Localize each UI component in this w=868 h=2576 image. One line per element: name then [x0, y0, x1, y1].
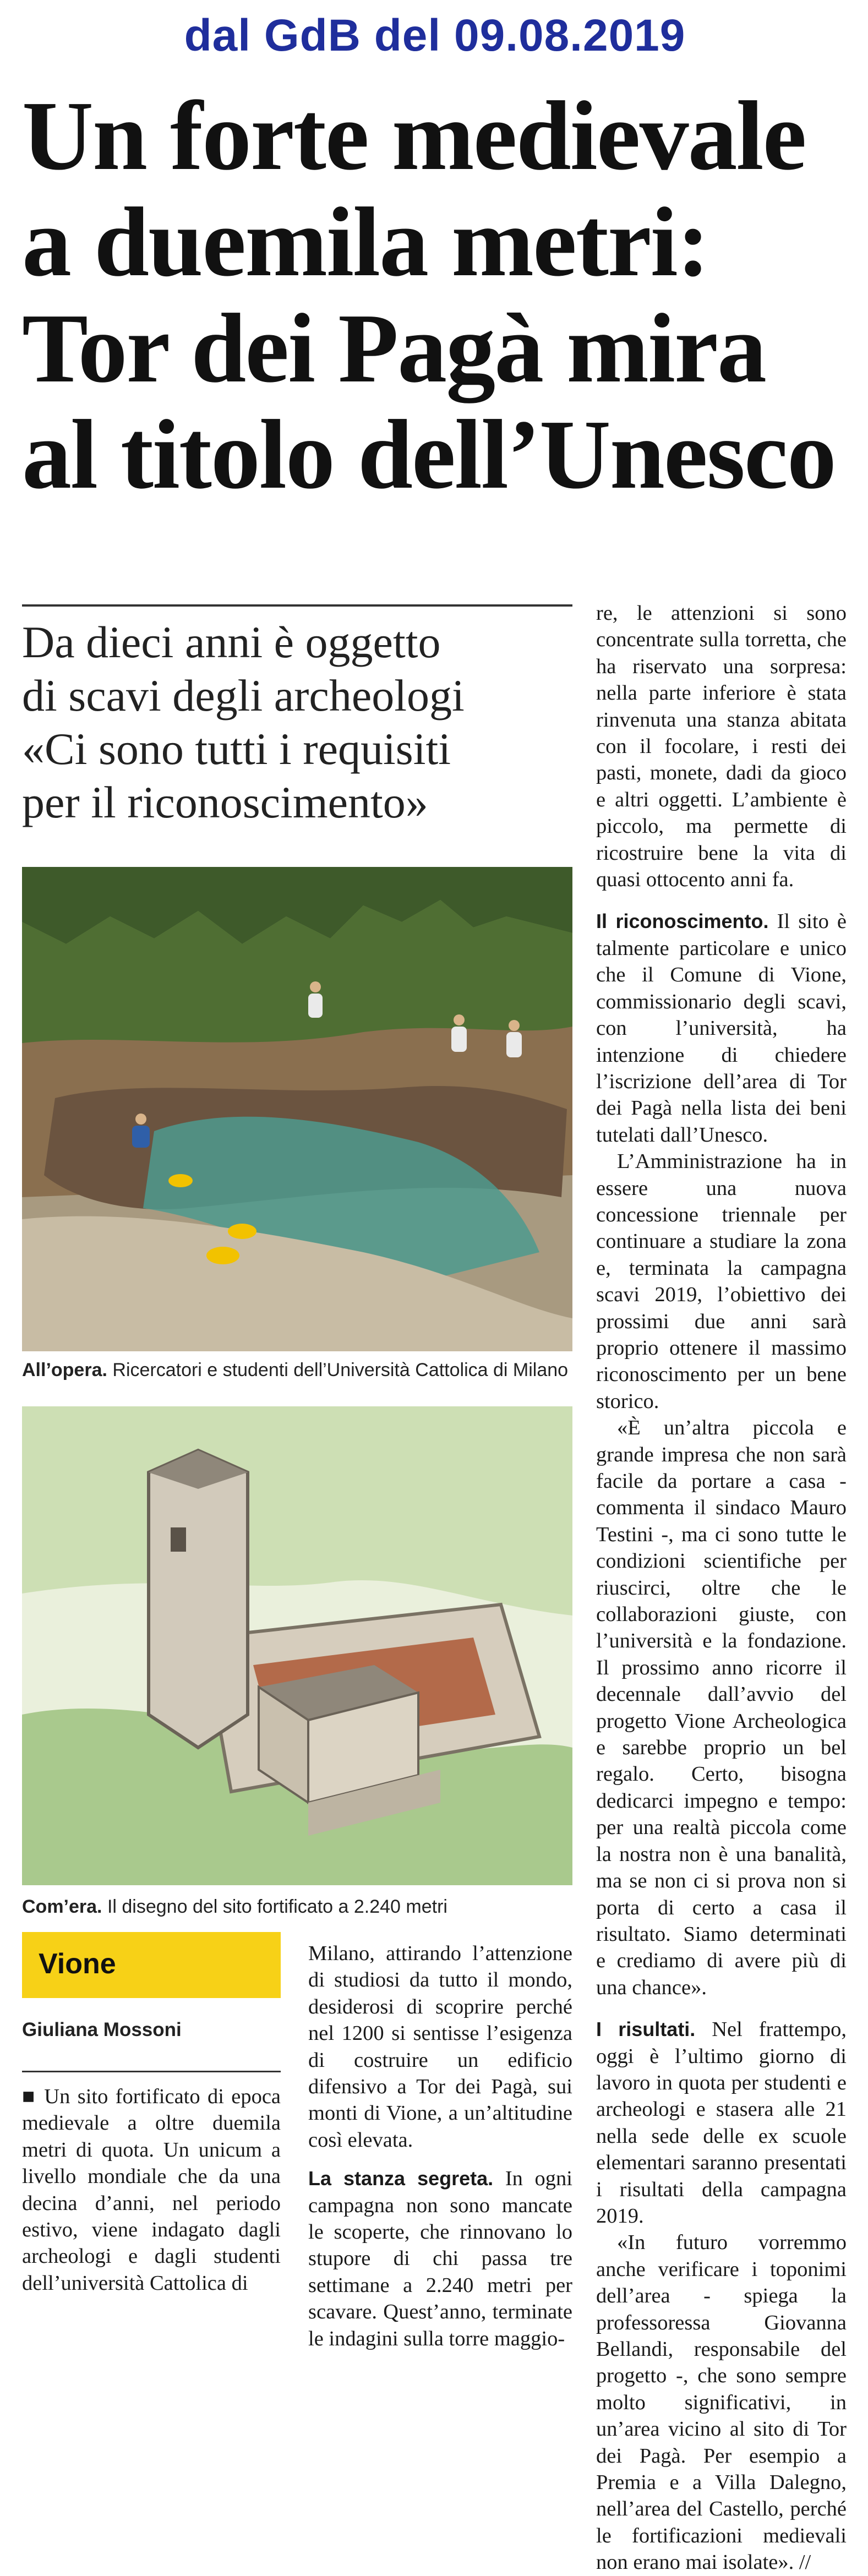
paragraph [596, 2016, 847, 2229]
paragraph-text: In ogni campagna non sono mancate le scoperte, che rinnovano lo stupore di chi passa tre settimane a 2.240 metri per scavare. Quest’anno, terminate le indagini sulla torre maggio- [308, 2167, 572, 2350]
caption-text: Ricercatori e studenti dell’Università Cattolica di Milano [107, 1360, 569, 1380]
byline: Giuliana Mossoni [22, 2019, 182, 2040]
paragraph: «È un’altra piccola e grande impresa che non sarà facile da portare a casa - commenta il sindaco Mauro Testini -, ma ci sono tutte le condizioni scientifiche per riuscirci, oltre che le collaborazioni giuste, con l’università e la fondazione. Il prossimo anno ricorre il decennale dall’avvio del progetto Vione Archeologica e sarebbe proprio un bel regalo. Certo, bisogna dedicarci impegno e tempo: per una realtà piccola come la nostra non è una banalità, ma se non ci si prova non si porta di certo a casa il risultato. Siamo determinati e crediamo di avere più di una chance». [596, 1416, 847, 1999]
section-tag: Vione [39, 1948, 116, 1980]
paragraph: «In futuro vorremmo anche verificare i toponimi dell’area - spiega la professoressa Giovanna Bellandi, responsabile del progetto -, che sono sempre molto significativi, in un’area vicino al sito di Tor dei Pagà. Per esempio a Premia e a Villa Dalegno, nell’area del Castello, perché le fortificazioni medievali non erano mai isolate». // [596, 2231, 847, 2574]
divider [22, 2071, 281, 2072]
paragraph-lead: Il riconoscimento. [596, 910, 769, 933]
caption-text: Il disegno del sito fortificato a 2.240 metri [102, 1896, 447, 1917]
caption-lead: All’opera. [22, 1360, 107, 1380]
headline [22, 83, 848, 507]
subhead-line: Da dieci anni è oggetto [22, 617, 441, 667]
subheadline [22, 615, 572, 829]
article-column-2 [308, 1940, 572, 2352]
paragraph: Milano, attirando l’attenzione di studiosi da tutto il mondo, desiderosi di scoprire perché nel 1200 si sentisse l’esigenza di costruire un edificio difensivo a Tor dei Pagà, sui monti di Vione, a un’altitudine così elevata. [308, 1942, 572, 2152]
headline-line: Un forte medievale [22, 81, 806, 190]
paragraph: re, le attenzioni si sono concentrate sulla torretta, che ha riservato una sorpresa: nella parte inferiore è stata rinvenuta una stanza abitata con il focolare, i resti dei pasti, monete, dadi da gioco e altri oggetti. L’ambiente è piccolo, ma permette di ricostruire bene la vita di quasi ottocento anni fa. [596, 602, 847, 892]
caption-lead: Com’era. [22, 1896, 102, 1917]
paragraph: L’Amministrazione ha in essere una nuova concessione triennale per continuare a studiare la zona e, terminata la campagna scavi 2019, l’obiettivo dei prossimi due anni sarà proprio ottenere il massimo riconoscimento per un bene storico. [596, 1150, 847, 1413]
article-column-1 [22, 2083, 281, 2296]
paragraph-lead: La stanza segreta. [308, 2167, 494, 2190]
article-column-3 [596, 600, 847, 2576]
headline-line: al titolo dell’Unesco [22, 400, 836, 509]
subhead-line: di scavi degli archeologi [22, 670, 465, 721]
paragraph-text: Nel frattempo, oggi è l’ultimo giorno di lavoro in quota per studenti e archeologi e stasera alle 21 nella sede delle ex scuole elementari saranno presentati i risultati della campagna 2019. [596, 2018, 847, 2228]
divider [22, 604, 572, 607]
photo-caption [22, 1360, 568, 1381]
paragraph [596, 908, 847, 1148]
paragraph-text: Il sito è talmente particolare e unico che il Comune di Vione, commissionario degli scavi, con l’università, ha intenzione di chiedere l’iscrizione dell’area di Tor dei Pagà nella lista dei beni tutelati dall’Unesco. [596, 910, 847, 1147]
paragraph: ■ Un sito fortificato di epoca medievale a oltre duemila metri di quota. Un unicum a livello mondiale che da una decina d’anni, nel periodo estivo, viene indagato dagli archeologi e dagli studenti dell’università Cattolica di [22, 2085, 281, 2295]
headline-line: a duemila metri: [22, 187, 709, 297]
excavation-photo [22, 867, 572, 1351]
subhead-line: «Ci sono tutti i requisiti [22, 724, 451, 774]
paragraph-lead: I risultati. [596, 2018, 696, 2041]
paragraph [308, 2165, 572, 2352]
fort-illustration [22, 1406, 572, 1885]
headline-line: Tor dei Pagà mira [22, 293, 766, 403]
source-kicker: dal GdB del 09.08.2019 [184, 10, 686, 61]
subhead-line: per il riconoscimento» [22, 777, 428, 827]
illustration-caption [22, 1896, 447, 1918]
